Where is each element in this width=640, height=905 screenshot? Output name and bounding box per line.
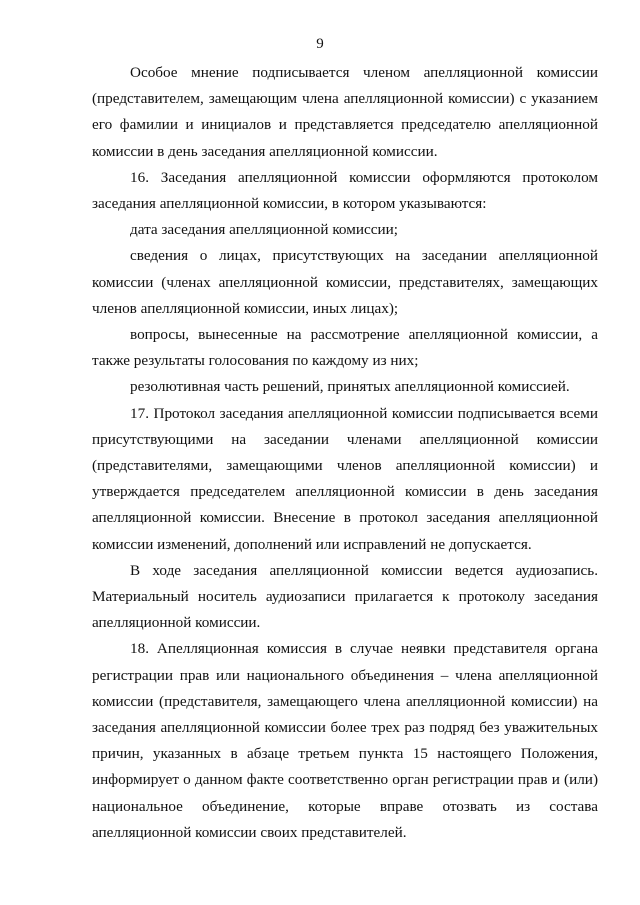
paragraph-16-protocol: 16. Заседания апелляционной комиссии оформляются протоколом заседания апелляционной комиссии, в котором указываются: bbox=[92, 168, 598, 213]
paragraph-dissenting-opinion: Особое мнение подписывается членом апелляционной комиссии (представителем, замещающим члена апелляционной комиссии) с указанием его фамилии и инициалов и представляется председателю апелляционной комиссии в день заседания апелляционной комиссии. bbox=[92, 64, 598, 160]
paragraph-audio-recording: В ходе заседания апелляционной комиссии ведется аудиозапись. Материальный носитель аудиозаписи прилагается к протоколу заседания апелляционной комиссии. bbox=[92, 561, 598, 632]
paragraph-attendees: сведения о лицах, присутствующих на заседании апелляционной комиссии (членах апелляционной комиссии, представителях, замещающих членов апелляционной комиссии, иных лицах); bbox=[92, 247, 598, 317]
document-body bbox=[92, 60, 598, 846]
page-number: 9 bbox=[316, 36, 324, 52]
paragraph-17-signing: 17. Протокол заседания апелляционной комиссии подписывается всеми присутствующими на заседании членами апелляционной комиссии (представителями, замещающими членов апелляционной комиссии) и утверждается председателем апелляционной комиссии в день заседания апелляционной комиссии. Внесение в протокол заседания апелляционной комиссии изменений, дополнений или исправлений не допускается. bbox=[92, 404, 598, 553]
paragraph-operative-part: резолютивная часть решений, принятых апелляционной комиссией. bbox=[130, 378, 570, 396]
paragraph-issues-voting: вопросы, вынесенные на рассмотрение апелляционной комиссии, а также результаты голосования по каждому из них; bbox=[92, 326, 598, 370]
paragraph-18-absence: 18. Апелляционная комиссия в случае неявки представителя органа регистрации прав или национального объединения – члена апелляционной комиссии (представителя, замещающего члена апелляционной комиссии) на заседания апелляционной комиссии более трех раз подряд без уважительных причин, указанных в абзаце третьем пункта 15 настоящего Положения, информирует о данном факте соответственно орган регистрации прав и (или) национальное объединение, которые вправе отозвать из состава апелляционной комиссии своих представителей. bbox=[92, 640, 598, 841]
paragraph-meeting-date: дата заседания апелляционной комиссии; bbox=[130, 221, 398, 239]
